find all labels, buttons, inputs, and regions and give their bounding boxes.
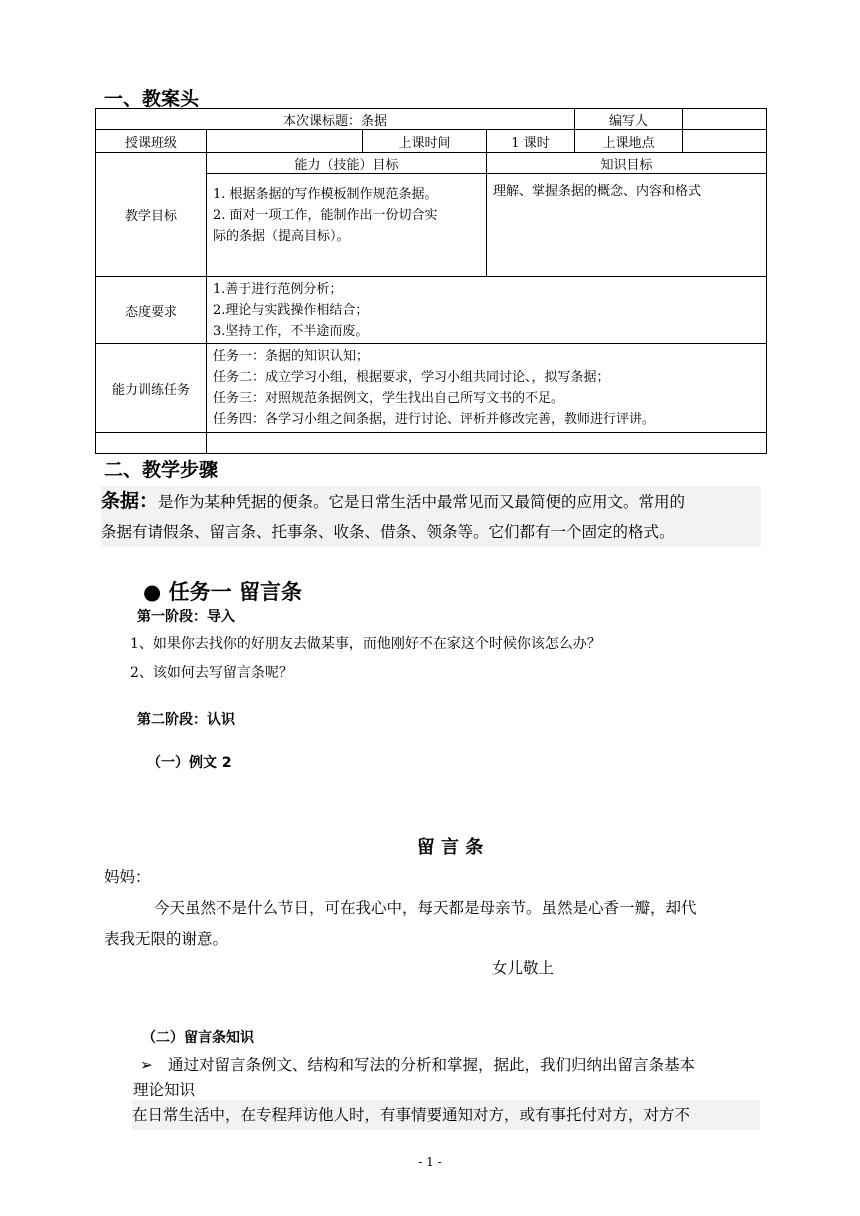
knowledge-line: 在日常生活中，在专程拜访他人时，有事情要通知对方，或有事托付对方，对方不 xyxy=(132,1100,760,1130)
table-row xyxy=(96,130,767,153)
task1-heading xyxy=(143,576,302,606)
table-row xyxy=(96,109,767,130)
stage1-heading: 第一阶段：导入 xyxy=(137,609,235,625)
knowledge-heading: （二）留言条知识 xyxy=(142,1030,254,1046)
ability-header-cell: 能力（技能）目标 xyxy=(207,153,487,174)
task-line: 任务四：各学习小组之间条据，进行讨论、评析并修改完善，教师进行评讲。 xyxy=(213,412,656,427)
section-title-teaching-steps: 二、教学步骤 xyxy=(104,459,219,481)
note-title: 留 言 条 xyxy=(416,837,484,858)
attitude-line: 3.坚持工作，不半途而废。 xyxy=(213,324,369,339)
task-line: 任务一：条据的知识认知； xyxy=(213,349,370,364)
note-signature: 女儿敬上 xyxy=(492,959,555,977)
task-line: 任务三：对照规范条据例文，学生找出自己所写文书的不足。 xyxy=(213,391,565,406)
knowledge-line: 理论知识 xyxy=(133,1081,196,1099)
tasks-cell xyxy=(207,344,767,433)
knowledge-point xyxy=(140,1050,695,1080)
knowledge-line: 通过对留言条例文、结构和写法的分析和掌握，据此，我们归纳出留言条基本 xyxy=(167,1056,695,1074)
table-row xyxy=(96,344,767,433)
class-value-cell xyxy=(207,130,363,153)
stage2-heading: 第二阶段：认识 xyxy=(137,712,235,728)
goals-label-cell: 教学目标 xyxy=(96,153,207,277)
knowledge-goals-cell: 理解、掌握条据的概念、内容和格式 xyxy=(487,174,767,277)
table-row xyxy=(96,153,767,174)
ability-goals-cell xyxy=(207,174,487,277)
task-line: 任务二：成立学习小组，根据要求，学习小组共同讨论、，拟写条据； xyxy=(213,370,610,385)
hours-cell: 1 课时 xyxy=(487,130,575,153)
knowledge-header-cell: 知识目标 xyxy=(487,153,767,174)
time-label-cell: 上课时间 xyxy=(363,130,487,153)
example-heading: （一）例文 2 xyxy=(147,755,232,771)
arrow-bullet-icon: ➢ xyxy=(140,1056,153,1074)
intro-line: 条据有请假条、留言条、托事条、收条、借条、领条等。它们都有一个固定的格式。 xyxy=(101,523,675,541)
bullet-icon: ● xyxy=(143,580,162,604)
author-label-cell: 编写人 xyxy=(575,109,683,130)
page-number: - 1 - xyxy=(418,1155,442,1169)
attitude-label-cell: 态度要求 xyxy=(96,277,207,344)
note-body-line: 表我无限的谢意。 xyxy=(104,930,229,948)
ability-goal-line: 际的条据（提高目标）。 xyxy=(213,229,350,244)
task1-title: 任务一 留言条 xyxy=(168,580,302,604)
intro-paragraph xyxy=(101,486,761,547)
lesson-plan-table xyxy=(95,108,767,454)
intro-line: 是作为某种凭据的便条。它是日常生活中最常见而又最简便的应用文。常用的 xyxy=(158,493,686,511)
note-salutation: 妈妈： xyxy=(104,868,151,886)
intro-term: 条据： xyxy=(101,490,159,512)
note-body-line: 今天虽然不是什么节日，可在我心中，每天都是母亲节。虽然是心香一瓣，却代 xyxy=(154,899,697,917)
author-value-cell xyxy=(683,109,767,130)
place-label-cell: 上课地点 xyxy=(575,130,683,153)
ability-goal-line: 2. 面对一项工作，能制作出一份切合实 xyxy=(213,208,438,223)
tasks-label-cell: 能力训练任务 xyxy=(96,344,207,433)
attitude-cell xyxy=(207,277,767,344)
course-title-cell: 本次课标题：条据 xyxy=(96,109,575,130)
attitude-line: 1.善于进行范例分析； xyxy=(213,282,343,297)
table-row xyxy=(96,277,767,344)
ability-goal-line: 1. 根据条据的写作模板制作规范条据。 xyxy=(213,187,438,202)
table-row xyxy=(96,433,767,454)
attitude-line: 2.理论与实践操作相结合； xyxy=(213,303,369,318)
empty-cell xyxy=(96,433,207,454)
class-label-cell: 授课班级 xyxy=(96,130,207,153)
question-1: 1、如果你去找你的好朋友去做某事，而他刚好不在家这个时候你该怎么办？ xyxy=(130,636,601,652)
empty-cell xyxy=(207,433,767,454)
question-2: 2、该如何去写留言条呢？ xyxy=(130,665,293,681)
section-title-lesson-header: 一、教案头 xyxy=(104,88,200,110)
place-value-cell xyxy=(683,130,767,153)
